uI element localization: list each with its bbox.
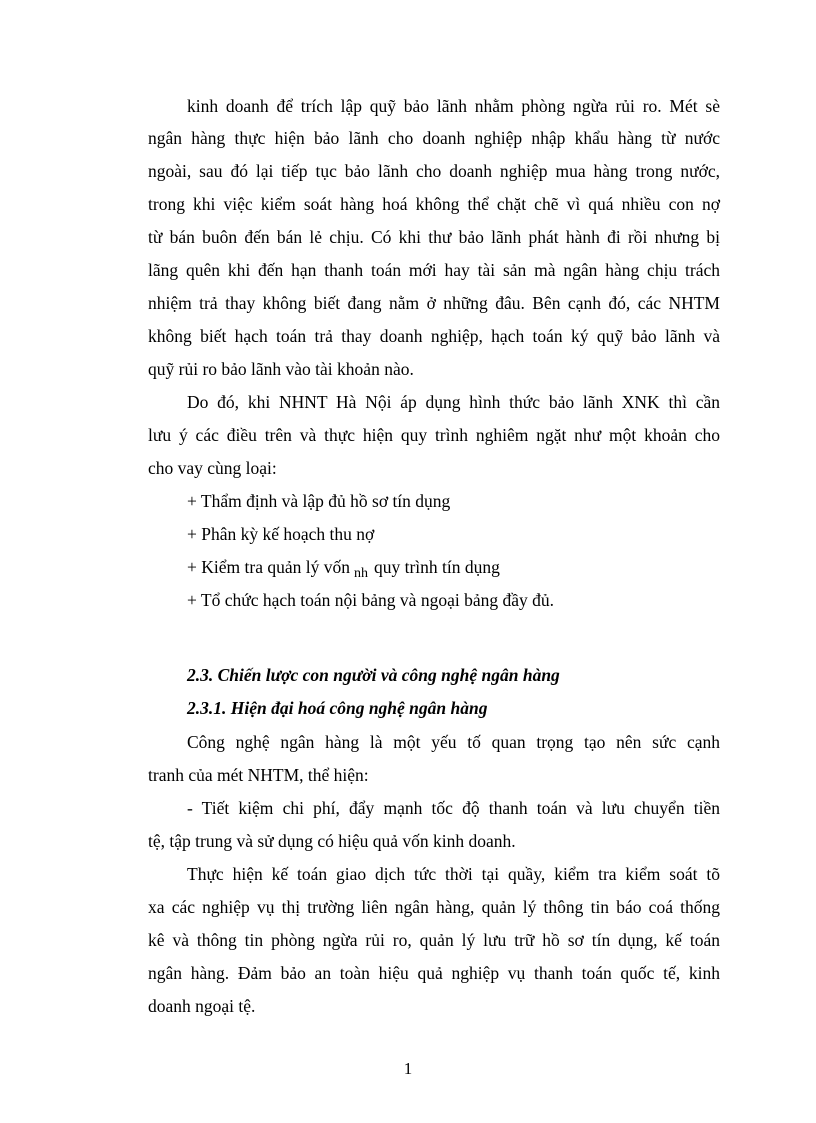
bullet-item-3 (187, 556, 500, 581)
paragraph1-line-3: ngoài, sau đó lại tiếp tục bảo lãnh cho doanh nghiệp mua hàng trong nước, (148, 161, 720, 181)
paragraph4-line-2: tệ, tập trung và sử dụng có hiệu quả vốn kinh doanh. (148, 831, 516, 851)
paragraph1-line-8: không biết hạch toán trả thay doanh nghiệp, hạch toán ký quỹ bảo lãnh và (148, 326, 720, 346)
subsection-heading: 2.3.1. Hiện đại hoá công nghệ ngân hàng (187, 698, 488, 718)
paragraph5-line-1: Thực hiện kế toán giao dịch tức thời tại quầy, kiểm tra kiểm soát tõ (187, 864, 720, 884)
paragraph3-line-1: Công nghệ ngân hàng là một yếu tố quan trọng tạo nên sức cạnh (187, 732, 720, 752)
bullet-item-3-start: + Kiểm tra quản lý vốn (187, 557, 350, 577)
page-number: 1 (403, 1059, 413, 1078)
paragraph1-line-6: lãng quên khi đến hạn thanh toán mới hay tài sản mà ngân hàng chịu trách (148, 260, 720, 280)
paragraph1-line-1: kinh doanh để trích lập quỹ bảo lãnh nhằm phòng ngừa rủi ro. Mét sè (187, 96, 720, 116)
paragraph5-line-4: ngân hàng. Đảm bảo an toàn hiệu quả nghiệp vụ thanh toán quốc tế, kinh (148, 963, 720, 983)
bullet-item-3-small-text: nh (353, 566, 368, 581)
paragraph3-line-2: tranh của mét NHTM, thể hiện: (148, 765, 369, 785)
paragraph5-line-2: xa các nghiệp vụ thị trường liên ngân hàng, quản lý thông tin báo coá thống (148, 897, 720, 917)
paragraph4-line-1: - Tiết kiệm chi phí, đẩy mạnh tốc độ thanh toán và lưu chuyển tiền (187, 798, 720, 818)
section-heading: 2.3. Chiến lược con người và công nghệ ngân hàng (187, 665, 560, 685)
paragraph2-line-1: Do đó, khi NHNT Hà Nội áp dụng hình thức bảo lãnh XNK thì cần (187, 392, 720, 412)
bullet-item-4: + Tổ chức hạch toán nội bảng và ngoại bảng đầy đủ. (187, 590, 554, 610)
bullet-item-3-end: quy trình tín dụng (373, 557, 500, 577)
paragraph1-line-2: ngân hàng thực hiện bảo lãnh cho doanh nghiệp nhập khẩu hàng từ nước (148, 128, 720, 148)
paragraph1-line-7: nhiệm trả thay không biết đang nằm ở những đâu. Bên cạnh đó, các NHTM (148, 293, 720, 313)
paragraph1-line-9: quỹ rủi ro bảo lãnh vào tài khoản nào. (148, 359, 414, 379)
paragraph1-line-5: từ bán buôn đến bán lẻ chịu. Có khi thư bảo lãnh phát hành đi rồi nhưng bị (148, 227, 720, 247)
paragraph2-line-3: cho vay cùng loại: (148, 458, 277, 478)
paragraph2-line-2: lưu ý các điều trên và thực hiện quy trình nghiêm ngặt như một khoản cho (148, 425, 720, 445)
paragraph1-line-4: trong khi việc kiểm soát hàng hoá không thể chặt chẽ vì quá nhiều con nợ (148, 194, 720, 214)
bullet-item-1: + Thẩm định và lập đủ hồ sơ tín dụng (187, 491, 451, 511)
paragraph5-line-3: kê và thông tin phòng ngừa rủi ro, quản lý lưu trữ hồ sơ tín dụng, kế toán (148, 930, 720, 950)
bullet-item-2: + Phân kỳ kế hoạch thu nợ (187, 524, 375, 544)
paragraph5-line-5: doanh ngoại tệ. (148, 996, 256, 1016)
